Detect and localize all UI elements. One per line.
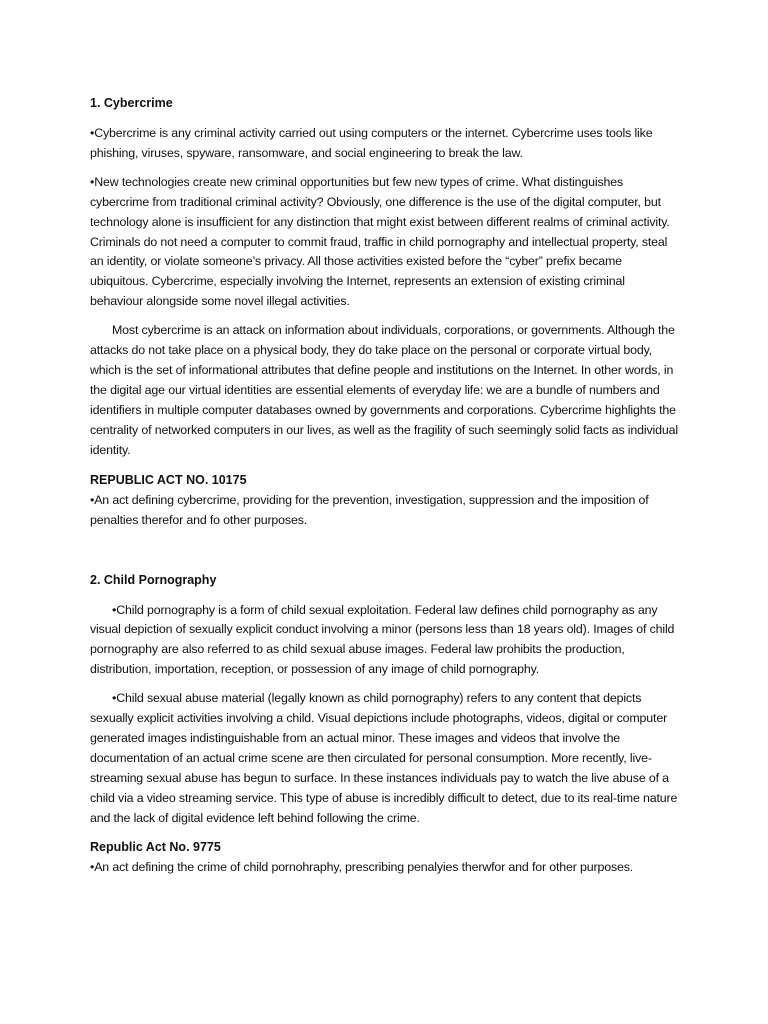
act-description-ra-10175: •An act defining cybercrime, providing for the prevention, investigation, suppression and the imposition of penalties therefor and fo other purposes. — [90, 492, 649, 527]
paragraph-new-technologies: •New technologies create new criminal opportunities but few new types of crime. What distinguishes cybercrime from traditional criminal activity? Obviously, one difference is the use of the digital computer, but technology alone is insufficient for any distinction that might exist between different realms of criminal activity. Criminals do not need a computer to commit fraud, traffic in child pornography and intellectual property, steal an identity, or violate someone’s privacy. All those activities existed before the “cyber” prefix became ubiquitous. Cybercrime, especially involving the Internet, represents an extension of existing criminal behaviour alongside some novel illegal activities. — [90, 174, 670, 309]
paragraph-attack-on-information: Most cybercrime is an attack on information about individuals, corporations, or governments. Although the attacks do not take place on a physical body, they do take place on the personal or corporate virtual body, which is the set of informational attributes that define people and institutions on the Internet. In other words, in the digital age our virtual identities are essential elements of everyday life: we are a bundle of numbers and identifiers in multiple computer databases owned by governments and corporations. Cybercrime highlights the centrality of networked computers in our lives, as well as the fragility of such seemingly solid facts as individual identity. — [90, 323, 678, 457]
act-description-ra-9775: •An act defining the crime of child pornohraphy, prescribing penalyies therwfor and for other purposes. — [90, 860, 634, 875]
document-page — [90, 94, 678, 878]
act-title-ra-10175: REPUBLIC ACT NO. 10175 — [90, 472, 247, 487]
section-spacer — [90, 531, 678, 571]
paragraph-abuse-material: •Child sexual abuse material (legally known as child pornography) refers to any content that depicts sexually explicit activities involving a child. Visual depictions include photographs, videos, digital or computer generated images indistinguishable from an actual minor. These images and videos that involve the documentation of an actual crime scene are then circulated for personal consumption. More recently, live-streaming sexual abuse has begun to surface. In these instances individuals pay to watch the live abuse of a child via a video streaming service. This type of abuse is incredibly difficult to detect, due to its real-time nature and the lack of digital evidence left behind following the crime. — [90, 691, 678, 825]
paragraph-child-exploitation-definition: •Child pornography is a form of child sexual exploitation. Federal law defines child pornography as any visual depiction of sexually explicit conduct involving a minor (persons less than 18 years old). Images of child pornography are also referred to as child sexual abuse images. Federal law prohibits the production, distribution, importation, reception, or possession of any image of child pornography. — [90, 602, 675, 677]
section-heading-child-pornography: 2. Child Pornography — [90, 572, 217, 587]
section-heading-cybercrime: 1. Cybercrime — [90, 96, 173, 110]
paragraph-cybercrime-definition: •Cybercrime is any criminal activity carried out using computers or the internet. Cybercrime uses tools like phishing, viruses, spyware, ransomware, and social engineering to break the law. — [90, 126, 653, 160]
act-title-ra-9775: Republic Act No. 9775 — [90, 840, 221, 855]
